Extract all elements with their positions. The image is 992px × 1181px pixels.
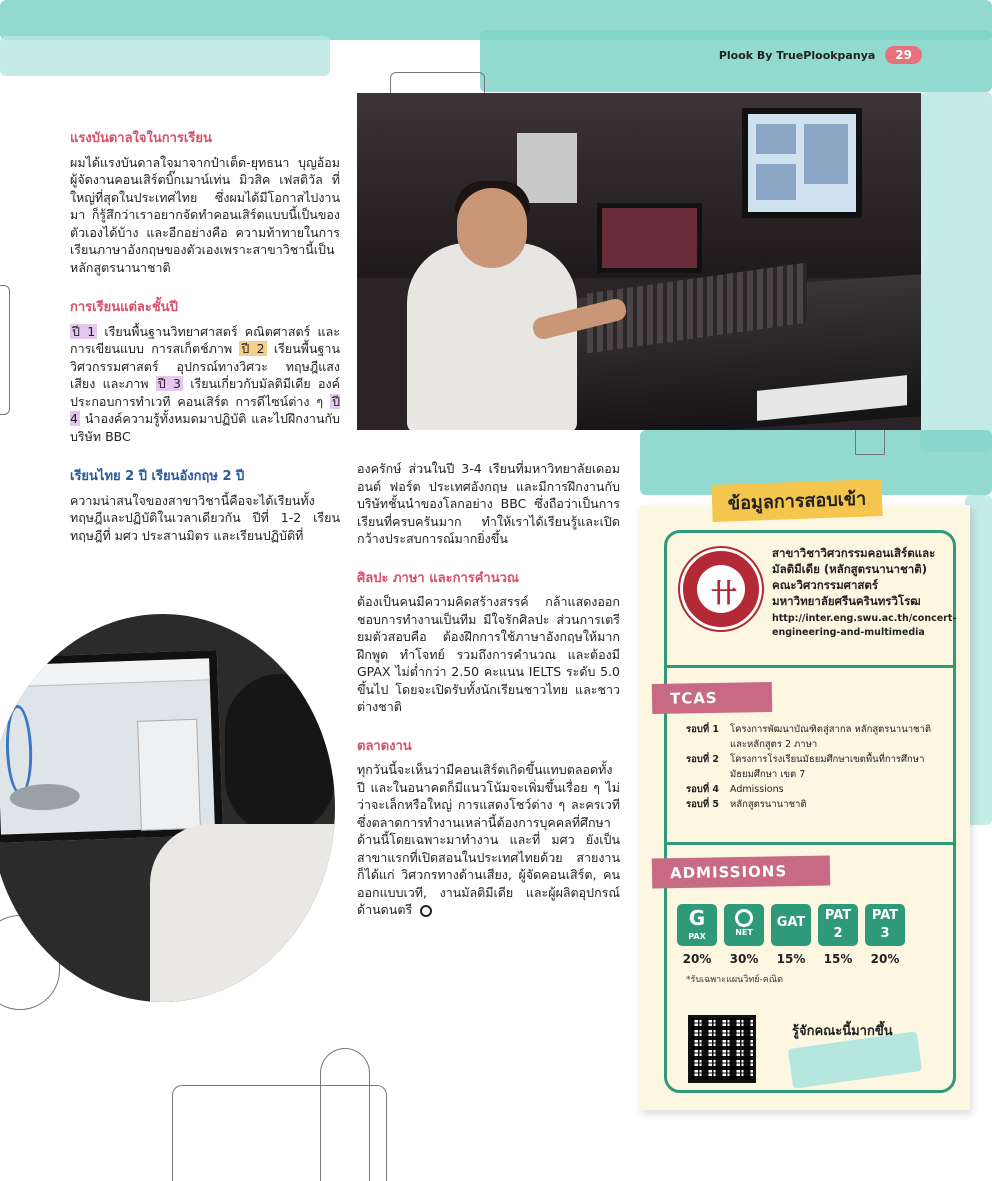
- list-item: รอบที่ 2 โครงการโรงเรียนมัธยมศึกษาเขตพื้นที่การศึกษามัธยมศึกษา เขต 7: [686, 754, 925, 780]
- section-body-job-market: ทุกวันนี้จะเห็นว่ามีคอนเสิร์ตเกิดขึ้นแทบตลอดทั้งปี และในอนาคตก็มีแนวโน้มจะเพิ่มขึ้นเรื่อย ๆ ไม่ว่าจะเล็กหรือใหญ่ การแสดงโชว์ต่าง ๆ ละครเวที ซึ่งตลาดการทำงานเหล่านี้ต้องการบุคคลที่ศึกษาด้านนี้โดยเฉพาะมาทำงาน และที่ มศว ยังเป็นสาขาแรกที่เปิดสอนในประเทศไทยด้วย สายงานก็ได้แก่ วิศวกรทางด้านเสียง, ผู้จัดคอนเสิร์ต, คนออกแบบเวที, งานมัลติมีเดีย และผู้ผลิตอุปกรณ์ด้านดนตรี: [357, 762, 620, 917]
- tcas-round-list: [686, 722, 951, 812]
- tcas-label: TCAS: [652, 682, 773, 714]
- pat2-percent: 15%: [823, 952, 853, 966]
- faculty-line-2: มัลติมีเดีย (หลักสูตรนานาชาติ): [772, 562, 927, 576]
- section-body-inspiration: ผมได้แรงบันดาลใจมาจากป๋าเต็ด-ยุทธนา บุญอ้อม ผู้จัดงานคอนเสิร์ตบิ๊กเมาน์เท่น มิวสิค เฟสติวัล ที่ใหญ่ที่สุดในประเทศไทย ซึ่งผมได้มีโอกาสไปงานมา ก็รู้สึกว่าเราอยากจัดทำคอนเสิร์ตแบบนี้เป็นของตัวเองได้บ้าง และอีกอย่างคือ ความท้าทายในการเรียนภาษาอังกฤษของตัวเองเพราะสาขาวิชานี้เป็นหลักสูตรนานาชาติ: [70, 154, 340, 275]
- continued-body: องครักษ์ ส่วนในปี 3-4 เรียนที่มหาวิทยาลัยเดอมอนต์ ฟอร์ต ประเทศอังกฤษ และมีการฝึกงานกับบริษัทชั้นนำของโลกอย่าง BBC ซึ่งถือว่าเป็นการเรียนที่ครบครันมาก ทำให้เราได้เรียนรู้และเปิดกว้างประสบการณ์มากยิ่งขึ้น: [357, 461, 620, 546]
- faculty-line-1: สาขาวิชาวิศวกรรมคอนเสิร์ตและ: [772, 546, 936, 560]
- year-3-highlight: ปี 3: [157, 376, 181, 391]
- qr-code-icon[interactable]: [688, 1015, 756, 1083]
- admissions-label: ADMISSIONS: [652, 855, 830, 888]
- cad-screen-photo: [0, 614, 335, 1002]
- middle-column: [357, 460, 620, 919]
- faculty-url[interactable]: http://inter.eng.swu.ac.th/concert- engineering-and-multimedia: [772, 613, 957, 638]
- section-title-job-market: ตลาดงาน: [357, 738, 412, 754]
- faculty-line-3: คณะวิศวกรรมศาสตร์: [772, 578, 879, 592]
- pat3-box: PAT 3: [865, 904, 905, 946]
- deco-note-icon: [320, 1048, 370, 1181]
- page-header: [719, 46, 922, 64]
- science-math-note: *รับเฉพาะแผนวิทย์-คณิต: [686, 975, 784, 985]
- card-divider-2: [664, 842, 956, 845]
- pat3-percent: 20%: [870, 952, 900, 966]
- score-percentages: [677, 952, 905, 966]
- section-title-languages: เรียนไทย 2 ปี เรียนอังกฤษ 2 ปี: [70, 469, 245, 484]
- list-item: รอบที่ 5 หลักสูตรนานาชาติ: [686, 799, 807, 810]
- brush-stroke-right-2: [920, 92, 992, 452]
- onet-box: NET: [724, 904, 764, 946]
- page-number: 29: [885, 46, 922, 64]
- list-item: รอบที่ 4 Admissions: [686, 784, 784, 795]
- faculty-info: [772, 545, 957, 640]
- brand-name: Plook By TruePlookpanya: [718, 48, 876, 62]
- year-2-highlight: ปี 2: [241, 341, 265, 356]
- studio-photo: [357, 93, 921, 430]
- card-divider-1: [664, 665, 956, 668]
- section-body-skills: ต้องเป็นคนมีความคิดสร้างสรรค์ กล้าแสดงออก ชอบการทำงานเป็นทีม มีใจรักศิลปะ ส่วนการเตรียมตัวสอบคือ ต้องฝึกการใช้ภาษาอังกฤษให้มาก ฝึกพูด ทำโจทย์ รวมถึงการคำนวณ และต้องมี GPAX ไม่ต่ำกว่า 2.50 คะแนน IELTS ระดับ 5.0 ขึ้นไป โดยจะเปิดรับทั้งนักเรียนชาวไทย และชาวต่างชาติ: [357, 594, 620, 714]
- score-components: [677, 904, 905, 946]
- faculty-line-4: มหาวิทยาลัยศรีนครินทรวิโรฒ: [772, 594, 921, 608]
- gpax-box: G PAX: [677, 904, 717, 946]
- o-circle-icon: [735, 909, 753, 927]
- card-title: ข้อมูลการสอบเข้า: [711, 479, 882, 522]
- section-title-yearly-study: การเรียนแต่ละชั้นปี: [70, 300, 178, 315]
- section-body-languages: ความน่าสนใจของสาขาวิชานี้คือจะได้เรียนทั้งทฤษฎีและปฏิบัติในเวลาเดียวกัน ปีที่ 1-2 เรียนทฤษฎีที่ มศว ประสานมิตร และเรียนปฏิบัติที่: [70, 492, 340, 543]
- section-title-inspiration: แรงบันดาลใจในการเรียน: [70, 131, 212, 146]
- list-item: รอบที่ 1 โครงการพัฒนาบัณฑิตสู่สากล หลักสูตรนานาชาติ และหลักสูตร 2 ภาษา: [686, 724, 931, 750]
- gpax-percent: 20%: [682, 952, 712, 966]
- gat-percent: 15%: [776, 952, 806, 966]
- brush-stroke-top-2: [0, 36, 330, 76]
- section-body-yearly-study: ปี 1 เรียนพื้นฐานวิทยาศาสตร์ คณิตศาสตร์ และการเขียนแบบ การสเก็ตช์ภาพ ปี 2 เรียนพื้นฐานวิศวกรรมศาสตร์ อุปกรณ์ทางวิศวะ ทฤษฎีแสง เสียง และภาพ ปี 3 เรียนเกี่ยวกับมัลติมีเดีย องค์ประกอบการทำเวที คอนเสิร์ต การดีไซน์ต่าง ๆ ปี 4 นำองค์ความรู้ทั้งหมดมาปฏิบัติ และไปฝึกงานกับบริษัท BBC: [70, 323, 340, 444]
- section-title-skills: ศิลปะ ภาษา และการคำนวณ: [357, 570, 519, 586]
- university-seal-logo: 卄: [680, 548, 762, 630]
- year-4-highlight: ปี 4: [70, 393, 340, 426]
- year-1-highlight: ปี 1: [72, 323, 96, 339]
- end-mark-icon: [420, 905, 432, 917]
- gat-box: GAT: [771, 904, 811, 946]
- onet-percent: 30%: [729, 952, 759, 966]
- left-column: [70, 130, 340, 544]
- learn-more-text: รู้จักคณะนี้มากขึ้น: [792, 1024, 893, 1039]
- pat2-box: PAT 2: [818, 904, 858, 946]
- deco-bracket-icon: [0, 285, 10, 415]
